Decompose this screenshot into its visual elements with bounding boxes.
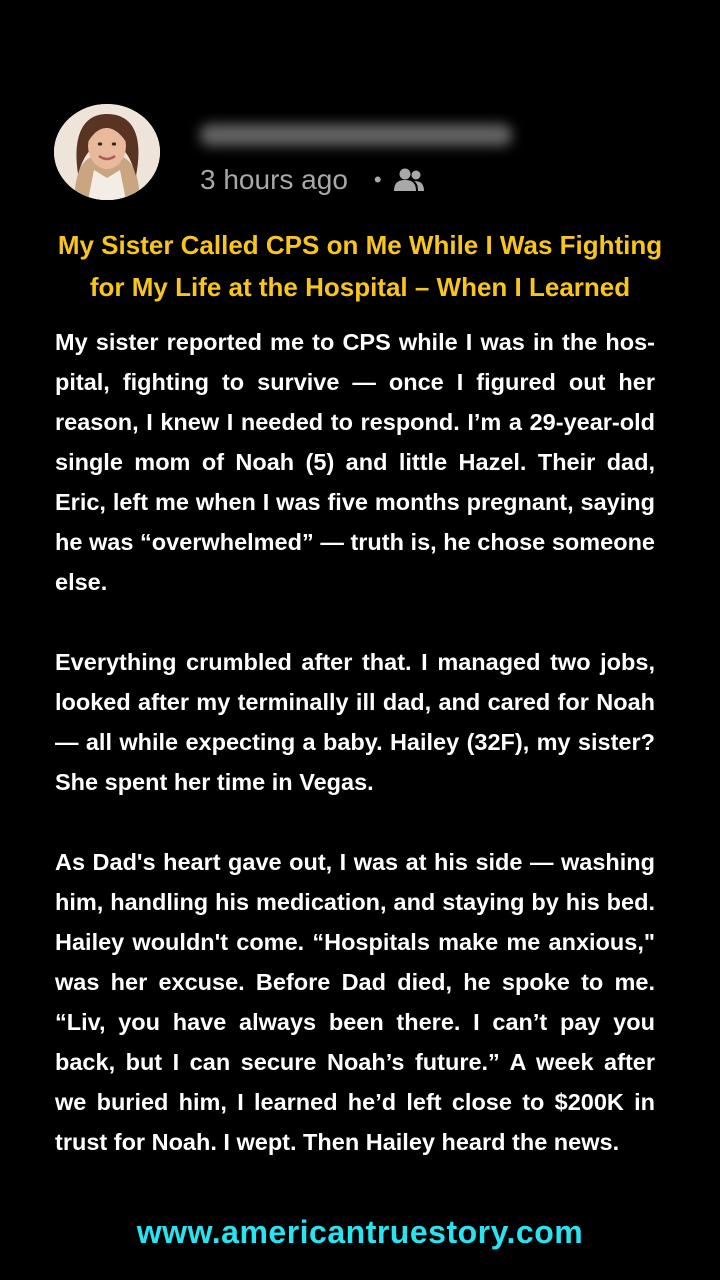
post-header <box>54 104 666 204</box>
friends-icon[interactable] <box>392 167 426 193</box>
post-time[interactable]: 3 hours ago <box>200 164 348 195</box>
website-link[interactable]: www.americantruestory.com <box>136 1214 584 1250</box>
author-name-blurred[interactable] <box>200 124 512 146</box>
story-paragraph: As Dad's heart gave out, I was at his side — washing him, handling his medication, and staying by his bed. Hailey wouldn't come. “Hospitals make me anxious," was her excuse. Before Dad died, he spoke to me. “Liv, you have always been there. I can’t pay you back, but I can secure Noah’s future.” A week after we buried him, I learned he’d left close to $200K in trust for Noah. I wept. Then Hailey heard the news. <box>55 849 655 1155</box>
post-meta <box>200 162 426 198</box>
story-paragraph: Everything crumbled after that. I managed two jobs, looked after my terminally ill dad, and cared for Noah — all while expecting a baby. Hailey (32F), my sister? She spent her time in Vegas. <box>55 649 655 795</box>
story-paragraph: My sister reported me to CPS while I was in the hos-pital, fighting to survive — once I figured out her reason, I knew I needed to respond. I’m a 29-year-old single mom of Noah (5) and little Hazel. Their dad, Eric, left me when I was five months pregnant, saying he was “overwhelmed” — truth is, he chose someone else. <box>55 329 655 595</box>
story-body <box>55 322 655 1202</box>
meta-separator: • <box>373 167 382 192</box>
avatar[interactable] <box>54 104 160 200</box>
story-title: My Sister Called CPS on Me While I Was Fighting for My Life at the Hospital – When I Learned <box>57 230 663 302</box>
